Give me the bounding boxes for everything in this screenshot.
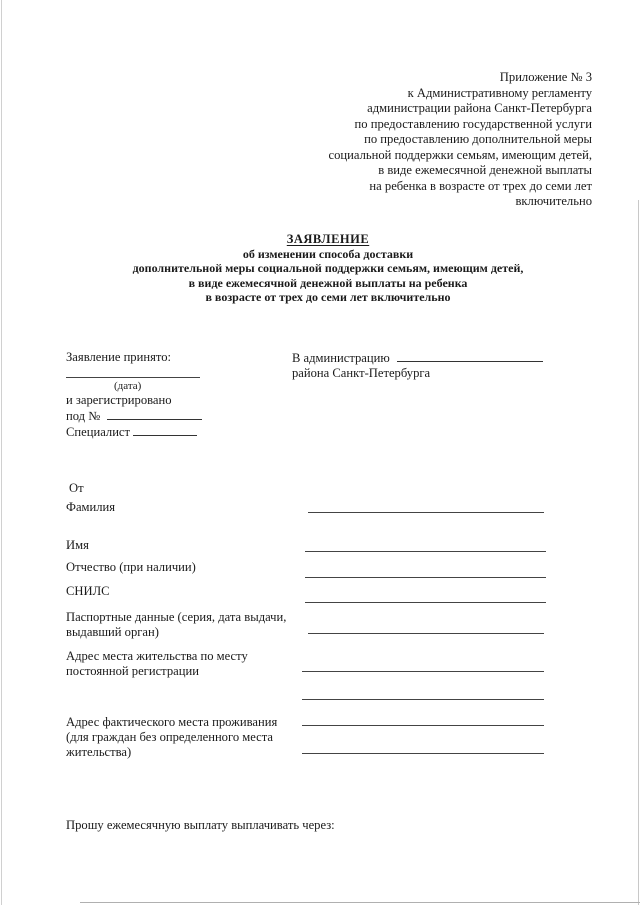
title-line: в виде ежемесячной денежной выплаты на ребенка bbox=[188, 275, 468, 290]
actual-address-field-1[interactable] bbox=[302, 725, 544, 726]
name-label: Имя bbox=[66, 538, 89, 552]
reg-address-label-1: Адрес места жительства по месту bbox=[66, 649, 248, 663]
actual-address-field-2[interactable] bbox=[302, 753, 544, 754]
title-line: в возрасте от трех до семи лет включительно bbox=[205, 290, 451, 304]
appendix-line: по предоставлению государственной услуги bbox=[354, 116, 592, 131]
reg-address-field-1[interactable] bbox=[302, 671, 544, 672]
appendix-line: администрации района Санкт-Петербурга bbox=[367, 101, 592, 115]
patronymic-field[interactable] bbox=[305, 577, 546, 578]
addressee-line1: В администрацию bbox=[292, 351, 390, 365]
appendix-line: по предоставлению дополнительной меры bbox=[364, 132, 592, 146]
snils-field[interactable] bbox=[305, 602, 546, 603]
actual-address-label-1: Адрес фактического места проживания bbox=[66, 715, 278, 729]
surname-field[interactable] bbox=[308, 512, 544, 513]
appendix-header bbox=[292, 70, 592, 210]
registered-label: и зарегистрировано bbox=[66, 393, 172, 407]
appendix-line: социальной поддержки семьям, имеющим детей, bbox=[328, 147, 592, 162]
reg-number-field[interactable] bbox=[107, 408, 202, 420]
scan-edge-right bbox=[638, 200, 639, 905]
reg-number-row bbox=[66, 408, 202, 424]
actual-address-label-2: (для граждан без определенного места bbox=[66, 730, 273, 744]
appendix-line: на ребенка в возрасте от трех до семи лет bbox=[369, 178, 592, 193]
appendix-line: включительно bbox=[515, 194, 592, 208]
reg-address-field-2[interactable] bbox=[302, 699, 544, 700]
appendix-line: в виде ежемесячной денежной выплаты bbox=[378, 163, 592, 177]
specialist-row bbox=[66, 424, 197, 440]
reg-address-label-2: постоянной регистрации bbox=[66, 664, 199, 678]
patronymic-label: Отчество (при наличии) bbox=[66, 560, 196, 574]
from-label: От bbox=[69, 481, 84, 495]
scan-edge-left bbox=[1, 0, 2, 905]
addressee-line2: района Санкт-Петербурга bbox=[292, 366, 431, 380]
specialist-label: Специалист bbox=[66, 425, 131, 439]
administration-field[interactable] bbox=[397, 350, 543, 362]
passport-label-2: выдавший орган) bbox=[66, 625, 159, 639]
accepted-label: Заявление принято: bbox=[66, 350, 172, 364]
title-line: об изменении способа доставки bbox=[242, 246, 414, 261]
scan-edge-bottom bbox=[80, 902, 640, 903]
date-field-line[interactable] bbox=[66, 377, 200, 378]
actual-address-label-3: жительства) bbox=[66, 745, 132, 759]
snils-label: СНИЛС bbox=[66, 584, 110, 598]
under-no-label: под № bbox=[66, 409, 101, 423]
title-line: дополнительной меры социальной поддержки семьям, имеющим детей, bbox=[132, 261, 524, 275]
request-text: Прошу ежемесячную выплату выплачивать через: bbox=[66, 818, 335, 832]
date-caption: (дата) bbox=[114, 380, 142, 392]
title-main: ЗАЯВЛЕНИЕ bbox=[286, 232, 370, 246]
addressee-row bbox=[292, 350, 543, 366]
specialist-field[interactable] bbox=[133, 424, 197, 436]
surname-label: Фамилия bbox=[66, 500, 116, 514]
name-field[interactable] bbox=[305, 551, 546, 552]
document-title bbox=[80, 232, 576, 305]
passport-field[interactable] bbox=[308, 633, 544, 634]
passport-label-1: Паспортные данные (серия, дата выдачи, bbox=[66, 610, 287, 624]
appendix-line: к Административному регламенту bbox=[407, 85, 592, 100]
appendix-line: Приложение № 3 bbox=[499, 70, 592, 84]
